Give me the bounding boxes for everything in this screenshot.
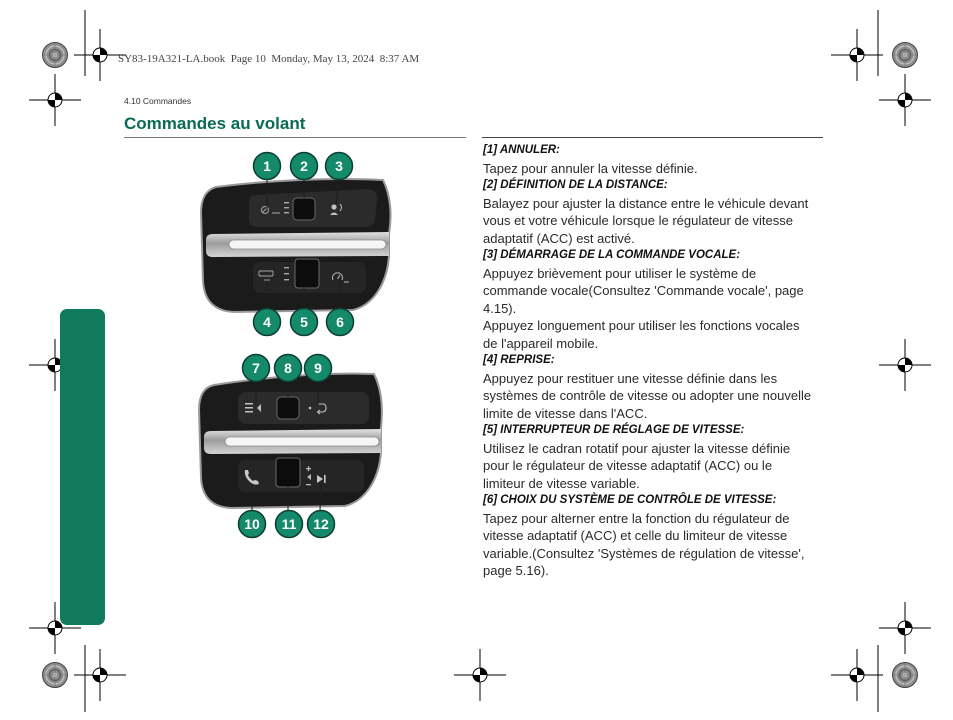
description-speed-switch	[483, 422, 833, 492]
callout-number: 12	[313, 516, 329, 532]
description-line: Appuyez longuement pour utiliser les fonctions vocales	[483, 318, 800, 333]
description-line: page 5.16).	[483, 563, 549, 578]
upper-steering-control-pad	[201, 179, 391, 312]
registration-mark	[831, 29, 883, 81]
lower-steering-control-pad	[199, 374, 382, 508]
description-line: vous et votre véhicule lorsque le régulateur de vitesse	[483, 213, 794, 228]
registration-disc	[893, 43, 918, 68]
registration-mark	[879, 602, 931, 654]
registration-mark	[454, 649, 506, 701]
column-rule	[482, 137, 823, 138]
callout-number: 6	[336, 314, 344, 330]
page-title: Commandes au volant	[124, 114, 306, 133]
registration-mark	[831, 649, 883, 701]
description-heading: [6] CHOIX DU SYSTÈME DE CONTRÔLE DE VITESSE:	[483, 494, 777, 506]
callout-number: 5	[300, 314, 308, 330]
callout-1	[254, 153, 281, 180]
callout-12	[308, 511, 335, 538]
description-resume	[483, 352, 833, 422]
description-heading: [4] REPRISE:	[483, 354, 555, 366]
description-line: Tapez pour alterner entre la fonction du régulateur de	[483, 510, 790, 526]
callout-2	[291, 153, 318, 180]
registration-mark	[879, 339, 931, 391]
distance-button[interactable]	[293, 198, 315, 220]
description-line: pour le régulateur de vitesse adaptatif (ACC) ou le	[483, 458, 773, 473]
speed-adjust-dial[interactable]	[295, 259, 319, 288]
title-rule	[124, 137, 466, 138]
callout-8	[275, 355, 302, 382]
callout-number: 10	[244, 516, 260, 532]
description-line: adaptatif (ACC) est activé.	[483, 230, 635, 246]
registration-mark	[74, 649, 126, 701]
callout-number: 8	[284, 360, 292, 376]
registration-disc	[43, 663, 68, 688]
callout-number: 1	[263, 158, 271, 174]
chrome-highlight	[229, 240, 386, 249]
description-line: Appuyez brièvement pour utiliser le système de	[483, 265, 757, 281]
description-line: vitesse adaptatif (ACC) et celle du limiteur de vitesse	[483, 528, 788, 543]
description-heading: [2] DÉFINITION DE LA DISTANCE:	[483, 179, 668, 191]
callout-10	[239, 511, 266, 538]
registration-mark	[879, 74, 931, 126]
description-line: limite de vitesse dans l'ACC.	[483, 405, 648, 421]
callout-11	[276, 511, 303, 538]
registration-disc	[893, 663, 918, 688]
description-heading: [3] DÉMARRAGE DE LA COMMANDE VOCALE:	[483, 249, 741, 261]
registration-disc	[43, 43, 68, 68]
select-button[interactable]	[277, 397, 299, 419]
description-cancel	[483, 142, 833, 177]
description-line: Utilisez le cadran rotatif pour ajuster la vitesse définie	[483, 440, 791, 456]
description-line: systèmes de contrôle de vitesse ou adopter une nouvelle	[483, 388, 812, 403]
description-line: commande vocale(Consultez 'Commande vocale', page	[483, 283, 804, 298]
callout-number: 9	[314, 360, 322, 376]
lower-button-panel	[238, 460, 364, 492]
chapter-tab	[60, 309, 105, 625]
volume-dial[interactable]	[276, 458, 300, 487]
callout-7	[243, 355, 270, 382]
description-heading: [5] INTERRUPTEUR DE RÉGLAGE DE VITESSE:	[483, 424, 745, 436]
callout-4	[254, 309, 281, 336]
description-heading: [1] ANNULER:	[483, 144, 560, 156]
description-line: limiteur de vitesse variable.	[483, 475, 640, 491]
callout-number: 4	[263, 314, 271, 330]
description-line: variable.(Consultez 'Systèmes de régulation de vitesse',	[483, 545, 805, 561]
description-line: Balayez pour ajuster la distance entre le véhicule devant	[483, 195, 809, 211]
description-speed-system	[483, 492, 833, 580]
callout-9	[305, 355, 332, 382]
description-distance	[483, 177, 833, 247]
registration-mark	[29, 74, 81, 126]
callout-5	[291, 309, 318, 336]
description-line: Tapez pour annuler la vitesse définie.	[483, 160, 698, 176]
callout-6	[327, 309, 354, 336]
callout-number: 2	[300, 158, 308, 174]
description-line: 4.15).	[483, 300, 517, 316]
chrome-highlight	[225, 437, 379, 446]
callout-number: 7	[252, 360, 260, 376]
description-voice-command	[483, 247, 833, 352]
description-line: de l'appareil mobile.	[483, 335, 599, 351]
callout-3	[326, 153, 353, 180]
section-label: 4.10 Commandes	[124, 96, 192, 106]
control-descriptions	[483, 142, 833, 580]
print-header: SY83-19A321-LA.book Page 10 Monday, May 13, 2024 8:37 AM	[118, 53, 420, 65]
callout-number: 3	[335, 158, 343, 174]
description-line: Appuyez pour restituer une vitesse définie dans les	[483, 370, 778, 386]
callout-number: 11	[281, 516, 297, 532]
